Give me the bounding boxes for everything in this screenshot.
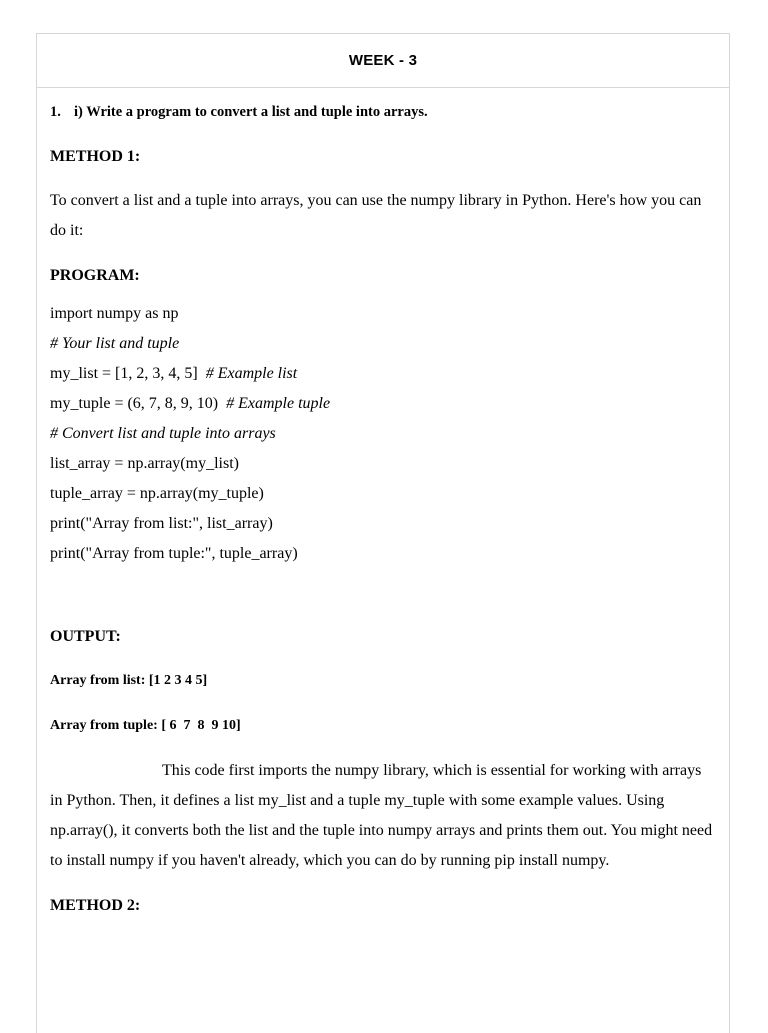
code-text: import numpy as np	[50, 305, 179, 322]
output-line-tuple: Array from tuple: [ 6 7 8 9 10]	[50, 718, 241, 733]
code-comment: # Convert list and tuple into arrays	[50, 425, 276, 442]
code-line	[50, 485, 264, 503]
method2-heading: METHOD 2:	[50, 897, 141, 914]
question-heading	[50, 104, 428, 121]
code-comment: # Example tuple	[226, 395, 331, 412]
document-page	[36, 33, 730, 1033]
code-line	[50, 545, 298, 563]
method1-intro: To convert a list and a tuple into arrays, you can use the numpy library in Python. Here's how you can do it:	[50, 192, 702, 239]
output-line-list: Array from list: [1 2 3 4 5]	[50, 673, 208, 688]
program-heading: PROGRAM:	[50, 267, 140, 284]
code-text: print("Array from tuple:", tuple_array)	[50, 545, 298, 562]
page-title: WEEK - 3	[37, 34, 729, 88]
question-number: 1.	[50, 104, 61, 120]
code-line	[50, 515, 273, 533]
question-text: i) Write a program to convert a list and tuple into arrays.	[74, 104, 428, 120]
code-comment: # Example list	[205, 365, 298, 382]
code-text: my_tuple = (6, 7, 8, 9, 10)	[50, 395, 227, 412]
code-line	[50, 395, 330, 413]
code-line	[50, 365, 297, 383]
code-line	[50, 305, 178, 323]
code-text: tuple_array = np.array(my_tuple)	[50, 485, 264, 502]
code-text: print("Array from list:", list_array)	[50, 515, 273, 532]
code-text: my_list = [1, 2, 3, 4, 5]	[50, 365, 206, 382]
code-text: list_array = np.array(my_list)	[50, 455, 239, 472]
code-line	[50, 425, 276, 443]
explanation-paragraph: This code first imports the numpy library, which is essential for working with arrays in Python. Then, it defines a list my_list and a tuple my_tuple with some example values. Using np.array(), it converts both the list and the tuple into numpy arrays and prints them out. You might need to install numpy if you haven't already, which you can do by running pip install numpy.	[50, 762, 713, 869]
code-line	[50, 335, 179, 353]
code-comment: # Your list and tuple	[50, 335, 180, 352]
output-heading: OUTPUT:	[50, 628, 121, 645]
method1-heading: METHOD 1:	[50, 148, 141, 165]
code-line	[50, 455, 239, 473]
